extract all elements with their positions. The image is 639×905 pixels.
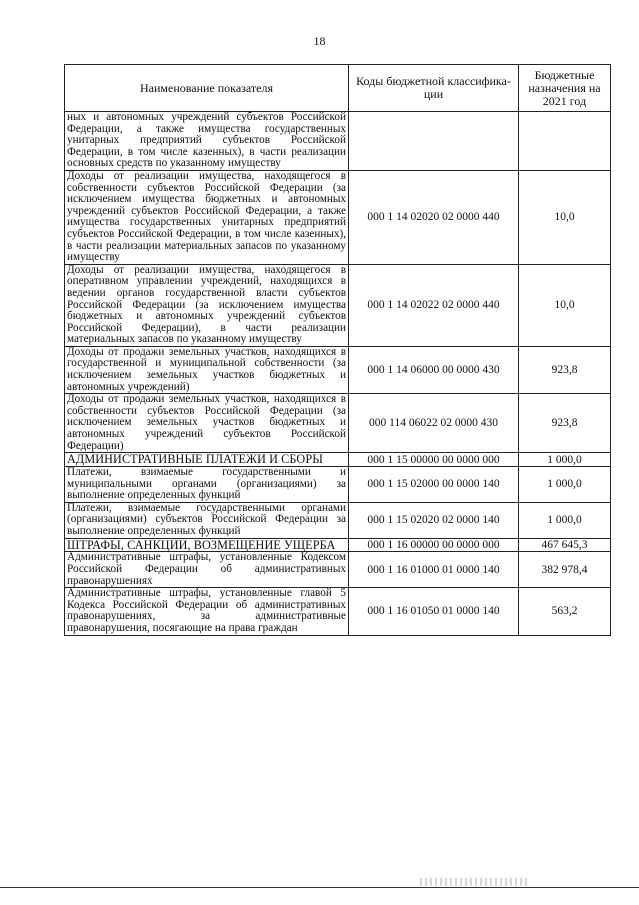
table-row	[65, 538, 611, 552]
table-row	[65, 394, 611, 453]
row-code: 000 1 15 02020 02 0000 140	[349, 502, 519, 538]
row-name: Административные штрафы, установленные Кодексом Российской Федерации об административных правонарушениях	[65, 552, 349, 588]
row-name: ШТРАФЫ, САНКЦИИ, ВОЗМЕЩЕНИЕ УЩЕРБА	[65, 538, 349, 552]
header-amount: Бюджетные назначения на 2021 год	[519, 65, 611, 112]
table-header-row	[65, 65, 611, 112]
row-amount	[519, 112, 611, 171]
table-row	[65, 467, 611, 503]
budget-table	[64, 64, 611, 636]
row-name: Доходы от продажи земельных участков, находящихся в собственности субъектов Российской Федерации (за исключением земельных участков бюджетных и автономных учреждений субъектов Российской Федерации)	[65, 394, 349, 453]
page-number: 18	[313, 34, 326, 48]
row-code: 000 1 14 02022 02 0000 440	[349, 264, 519, 346]
row-code: 000 1 14 02020 02 0000 440	[349, 170, 519, 264]
row-name: АДМИНИСТРАТИВНЫЕ ПЛАТЕЖИ И СБОРЫ	[65, 453, 349, 467]
header-name: Наименование показателя	[65, 65, 349, 112]
row-name: Доходы от продажи земельных участков, находящихся в государственной и муниципальной собственности (за исключением земельных участков бюджетных и автономных учреждений)	[65, 346, 349, 393]
row-amount: 923,8	[519, 394, 611, 453]
table-row	[65, 552, 611, 588]
row-code: 000 1 16 01050 01 0000 140	[349, 588, 519, 635]
row-name: Доходы от реализации имущества, находящегося в собственности субъектов Российской Федерации (за исключением имущества бюджетных и автономных учреждений субъектов Российской Федерации, а также имущества государственных унитарных предприятий субъектов Российской Федерации, в том числе казенных), в части реализации материальных запасов по указанному имуществу	[65, 170, 349, 264]
row-code: 000 1 16 00000 00 0000 000	[349, 538, 519, 552]
row-amount: 1 000,0	[519, 467, 611, 503]
row-name: Доходы от реализации имущества, находящегося в оперативном управлении учреждений, находящихся в ведении органов государственной власти субъектов Российской Федерации (за исключением имущества бюджетных и автономных учреждений субъектов Российской Федерации), в части реализации материальных запасов по указанному имуществу	[65, 264, 349, 346]
row-amount: 1 000,0	[519, 453, 611, 467]
row-amount: 10,0	[519, 264, 611, 346]
row-name: ных и автономных учреждений субъектов Российской Федерации, а также имущества государственных унитарных предприятий субъектов Российской Федерации, в том числе казенных), в части реализации основных средств по указанному имуществу	[65, 112, 349, 171]
table-body	[65, 112, 611, 636]
row-amount: 563,2	[519, 588, 611, 635]
scan-smudge	[420, 878, 530, 886]
header-code: Коды бюджетной классифика-ции	[349, 65, 519, 112]
table-row	[65, 346, 611, 393]
bottom-rule	[0, 887, 639, 888]
table-row	[65, 502, 611, 538]
row-code: 000 114 06022 02 0000 430	[349, 394, 519, 453]
table-row	[65, 264, 611, 346]
row-amount: 923,8	[519, 346, 611, 393]
row-code	[349, 112, 519, 171]
table-row	[65, 588, 611, 635]
table-row	[65, 170, 611, 264]
row-amount: 467 645,3	[519, 538, 611, 552]
row-amount: 1 000,0	[519, 502, 611, 538]
row-name: Административные штрафы, установленные главой 5 Кодекса Российской Федерации об административных правонарушениях, за административные правонарушения, посягающие на права граждан	[65, 588, 349, 635]
row-code: 000 1 15 02000 00 0000 140	[349, 467, 519, 503]
row-amount: 10,0	[519, 170, 611, 264]
table-row	[65, 112, 611, 171]
row-code: 000 1 15 00000 00 0000 000	[349, 453, 519, 467]
row-amount: 382 978,4	[519, 552, 611, 588]
row-code: 000 1 16 01000 01 0000 140	[349, 552, 519, 588]
row-code: 000 1 14 06000 00 0000 430	[349, 346, 519, 393]
table-row	[65, 453, 611, 467]
row-name: Платежи, взимаемые государственными органами (организациями) субъектов Российской Федерации за выполнение определенных функций	[65, 502, 349, 538]
row-name: Платежи, взимаемые государственными и муниципальными органами (организациями) за выполнение определенных функций	[65, 467, 349, 503]
